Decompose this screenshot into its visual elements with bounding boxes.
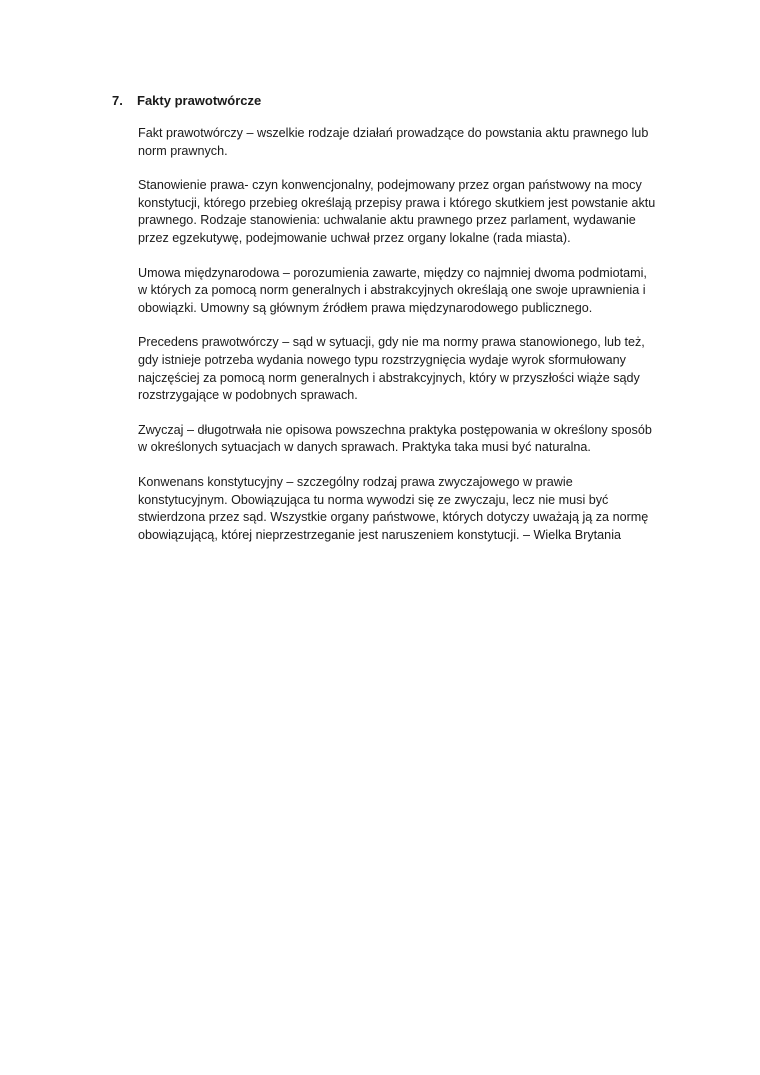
text-line: Stanowienie prawa- czyn konwencjonalny, podejmowany przez organ państwowy na mocy <box>138 178 642 193</box>
section-heading <box>112 92 261 110</box>
text-line: Precedens prawotwórczy – sąd w sytuacji, gdy nie ma normy prawa stanowionego, lub też, <box>138 335 645 350</box>
paragraph-stanowienie-prawa <box>138 177 673 247</box>
paragraph-konwenans-konstytucyjny <box>138 474 673 544</box>
text-line: stwierdzona przez sąd. Wszystkie organy państwowe, których dotyczy uważają ją za normę <box>138 510 649 525</box>
text-line: prawnego. Rodzaje stanowienia: uchwalanie aktu prawnego przez parlament, wydawanie <box>138 213 636 228</box>
text-line: w określonych sytuacjach w danych sprawach. Praktyka taka musi być naturalna. <box>138 440 591 455</box>
text-line: gdy istnieje potrzeba wydania nowego typu rozstrzygnięcia wydaje wyrok sformułowany <box>138 352 626 367</box>
document-body <box>138 125 673 561</box>
text-line: obowiązującą, której nieprzestrzeganie jest naruszeniem konstytucji. – Wielka Brytania <box>138 527 621 542</box>
paragraph-umowa-miedzynarodowa <box>138 265 673 318</box>
text-line: przez egzekutywę, podejmowanie uchwał przez organy lokalne (rada miasta). <box>138 230 571 245</box>
text-line: konstytucyjnym. Obowiązująca tu norma wywodzi się ze zwyczaju, lecz nie musi być <box>138 492 609 507</box>
text-line: najczęściej za pomocą norm generalnych i abstrakcyjnych, który w przyszłości wiąże sądy <box>138 370 640 385</box>
paragraph-precedens-prawotworczy <box>138 334 673 404</box>
paragraph-zwyczaj <box>138 422 673 457</box>
text-line: konstytucji, którego przebieg określają przepisy prawa i którego skutkiem jest powstanie aktu <box>138 195 656 210</box>
text-line: Zwyczaj – długotrwała nie opisowa powszechna praktyka postępowania w określony sposób <box>138 422 652 437</box>
paragraph-fakt-prawotworczy <box>138 125 673 160</box>
text-line: w których za pomocą norm generalnych i abstrakcyjnych określają one swoje uprawnienia i <box>138 283 646 298</box>
text-line: Konwenans konstytucyjny – szczególny rodzaj prawa zwyczajowego w prawie <box>138 474 573 489</box>
section-number: 7. <box>112 93 123 108</box>
text-line: norm prawnych. <box>138 143 228 158</box>
text-line: Umowa międzynarodowa – porozumienia zawarte, między co najmniej dwoma podmiotami, <box>138 265 647 280</box>
text-line: rozstrzygające w podobnych sprawach. <box>138 388 358 403</box>
text-line: Fakt prawotwórczy – wszelkie rodzaje działań prowadzące do powstania aktu prawnego lub <box>138 126 649 140</box>
text-line: obowiązki. Umowny są głównym źródłem prawa międzynarodowego publicznego. <box>138 300 593 315</box>
section-title: Fakty prawotwórcze <box>137 93 262 108</box>
